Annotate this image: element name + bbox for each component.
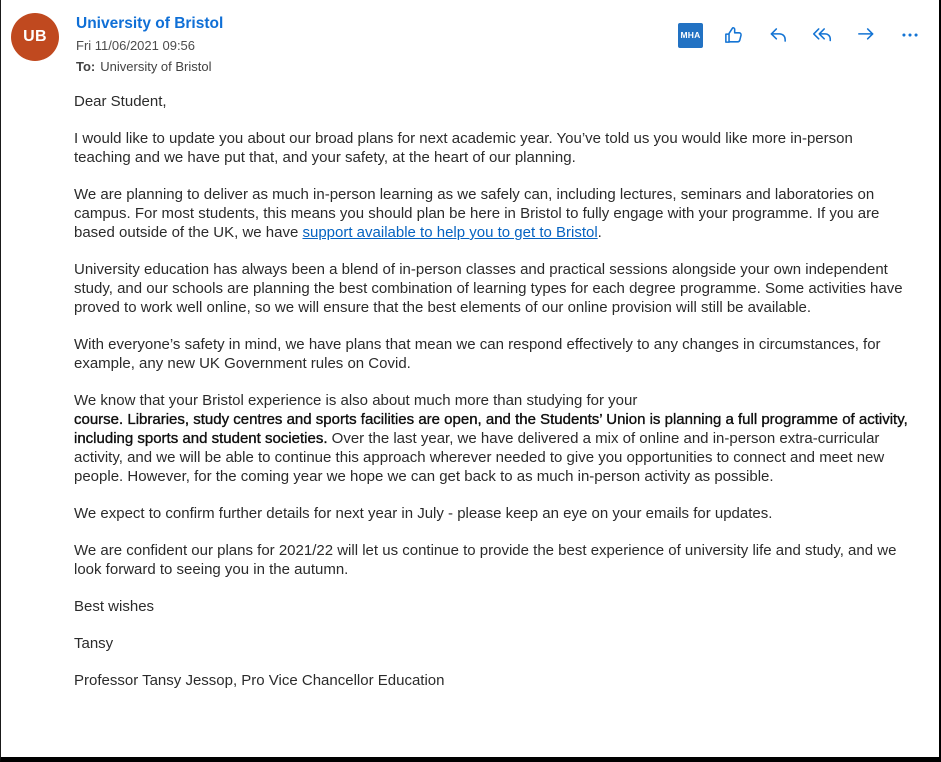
email-paragraph [74, 634, 913, 653]
text-segment: I would like to update you about our broad plans for next academic year. You’ve told us you would like more in-person teaching and we have put that, and your safety, at the heart of our planning. [74, 130, 853, 166]
message-toolbar [678, 22, 923, 48]
recipient-name[interactable]: University of Bristol [100, 59, 212, 74]
support-link[interactable]: support available to help you to get to Bristol [302, 224, 598, 241]
email-paragraph [74, 597, 913, 616]
to-label: To: [76, 59, 96, 74]
text-segment: Tansy [74, 635, 114, 652]
like-icon[interactable] [721, 22, 747, 48]
timestamp: Fri 11/06/2021 09:56 [76, 38, 196, 53]
email-body [1, 84, 939, 690]
mha-addin-icon[interactable]: MHA [678, 23, 703, 48]
avatar[interactable] [11, 13, 59, 61]
sender-name[interactable]: University of Bristol [76, 15, 224, 32]
text-segment: We know that your Bristol experience is also about much more than studying for your [74, 392, 638, 409]
email-paragraph [74, 504, 913, 523]
to-line [76, 59, 939, 74]
reply-all-icon[interactable] [809, 22, 835, 48]
forward-icon[interactable] [853, 22, 879, 48]
text-segment: Professor Tansy Jessop, Pro Vice Chancellor Education [74, 672, 445, 689]
email-paragraph [74, 671, 913, 690]
text-segment: We expect to confirm further details for next year in July - please keep an eye on your emails for updates. [74, 505, 773, 522]
reply-icon[interactable] [765, 22, 791, 48]
text-segment: We are confident our plans for 2021/22 will let us continue to provide the best experience of university life and study, and we look forward to seeing you in the autumn. [74, 542, 897, 578]
text-segment: We are planning to deliver as much in-person learning as we safely can, including lectures, seminars and laboratories on campus. For most students, this means you should plan be here in Bristol to fully engage with your programme. If you are based outside of the UK, we have [74, 186, 880, 241]
email-paragraph [74, 129, 913, 167]
avatar-initials: UB [23, 28, 47, 45]
email-paragraph [74, 335, 913, 373]
email-paragraph [74, 391, 913, 486]
message-header [1, 0, 939, 84]
email-paragraph [74, 92, 913, 111]
text-segment: . [597, 224, 602, 241]
text-segment: Dear Student, [74, 93, 167, 110]
email-paragraph [74, 541, 913, 579]
more-options-icon[interactable] [897, 22, 923, 48]
text-segment: course. Libraries, study centres and sports facilities are open, and the Students’ Union is planning a full programme of activity, including sports and student societies. [74, 411, 908, 447]
email-paragraph [74, 185, 913, 242]
text-segment: Over the last year, we have delivered a mix of online and in-person extra-curricular activity, and we will be able to continue this approach wherever needed to give you opportunities to connect and meet new people. However, for the coming year we hope we can get back to as much in-person activity as possible. [74, 430, 885, 485]
text-segment: Best wishes [74, 598, 155, 615]
text-segment: With everyone’s safety in mind, we have plans that mean we can respond effectively to any changes in circumstances, for example, any new UK Government rules on Covid. [74, 336, 881, 372]
email-paragraph [74, 260, 913, 317]
text-segment: University education has always been a blend of in-person classes and practical sessions alongside your own independent study, and our schools are planning the best combination of learning types for each degree programme. Some activities have proved to work well online, so we will ensure that the best elements of our online provision will still be available. [74, 261, 903, 316]
